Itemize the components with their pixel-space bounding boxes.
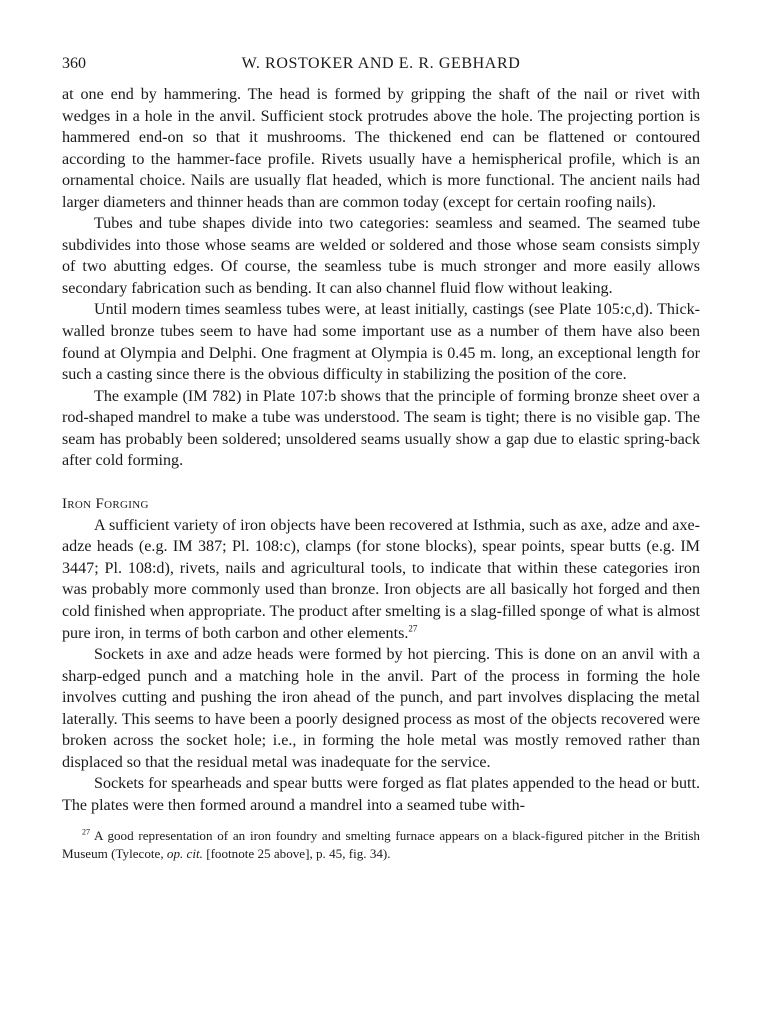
footnote: [62, 827, 700, 864]
paragraph-seamless-tubes: Until modern times seamless tubes were, at least initially, castings (see Plate 105:c,d). Thick-walled bronze tubes seem to have had some important use as a number of them have also been found at Olympia and Delphi. One fragment at Olympia is 0.45 m. long, an exceptional length for such a casting since there is the obvious difficulty in stabilizing the position of the core.: [62, 301, 700, 384]
paragraph-sockets-spear: Sockets for spearheads and spear butts were forged as flat plates appended to the head or butt. The plates were then formed around a mandrel into a seamed tube with-: [62, 775, 700, 814]
running-head: [62, 52, 700, 76]
page-number: 360: [62, 55, 86, 72]
document-page: [62, 52, 700, 864]
section-heading: Iron Forging: [62, 495, 149, 512]
footnote-text-after: [footnote 25 above], p. 45, fig. 34).: [206, 846, 391, 861]
paragraph-iron-objects: [62, 515, 700, 644]
running-head-authors: W. ROSTOKER AND E. R. GEBHARD: [241, 55, 521, 72]
footnote-reference[interactable]: 27: [408, 623, 418, 634]
paragraph-continued: at one end by hammering. The head is formed by gripping the shaft of the nail or rivet with wedges in a hole in the anvil. Sufficient stock protrudes above the hole. The projecting portion is hammered end-on so that it mushrooms. The thickened end can be flattened or contoured according to the hammer-face profile. Rivets usually have a hemispherical profile, which is an ornamental choice. Nails are usually flat headed, which is more functional. The ancient nails had larger diameters and thinner heads than are common today (except for certain roofing nails).: [62, 86, 700, 211]
body-text: [62, 84, 700, 817]
paragraph-tubes: Tubes and tube shapes divide into two categories: seamless and seamed. The seamed tube subdivides into those whose seams are welded or soldered and those whose seam consists simply of two abutting edges. Of course, the seamless tube is much stronger and more easily allows secondary fabrication such as bending. It can also channel fluid flow without leaking.: [62, 215, 700, 297]
footnote-number: 27: [82, 827, 90, 837]
paragraph-sockets-axe: Sockets in axe and adze heads were formed by hot piercing. This is done on an anvil with a sharp-edged punch and a matching hole in the anvil. Part of the process in forming the hole involves cutting and pushing the iron ahead of the punch, and part involves displacing the metal laterally. This seems to have been a poorly designed process as most of the objects recovered were broken across the socket hole; i.e., in forming the hole metal was mostly removed rather than displaced so that the residual metal was inadequate for the service.: [62, 646, 700, 771]
footnote-text-before: A good representation of an iron foundry and smelting furnace appears on a black-figured pitcher in the British Museum (Tylecote,: [62, 827, 700, 861]
paragraph-example-im782: The example (IM 782) in Plate 107:b shows that the principle of forming bronze sheet over a rod-shaped mandrel to make a tube was understood. The seam is tight; there is no visible gap. The seam has probably been soldered; unsoldered seams usually show a gap due to elastic spring-back after cold forming.: [62, 387, 700, 470]
paragraph-iron-objects-text: A sufficient variety of iron objects have been recovered at Isthmia, such as axe, adze and axe-adze heads (e.g. IM 387; Pl. 108:c), clamps (for stone blocks), spear points, spear butts (e.g. IM 3447; Pl. 108:d), rivets, nails and agricultural tools, to indicate that within these categories iron was probably more commonly used than bronze. Iron objects are all basically hot forged and then cold finished when appropriate. The product after smelting is a slag-filled sponge of what is almost pure iron, in terms of both carbon and other elements.: [62, 516, 700, 642]
footnote-italic: op. cit.: [166, 846, 203, 861]
